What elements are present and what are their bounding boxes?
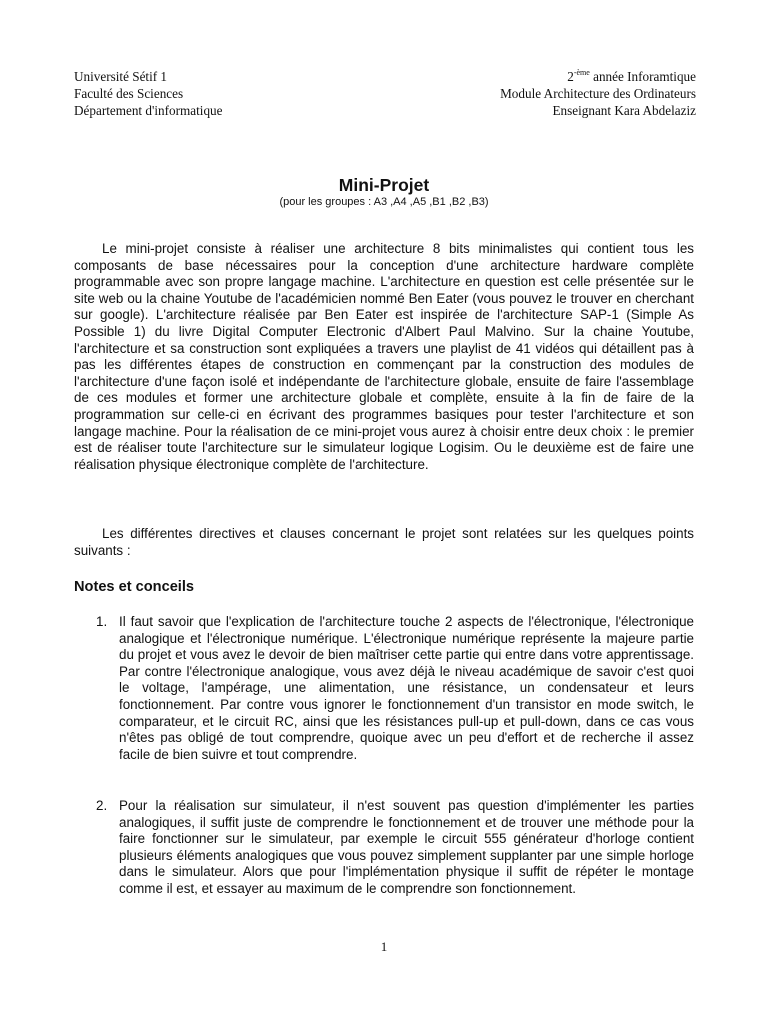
numbered-list-item-1 <box>74 614 694 763</box>
section-title-notes: Notes et conceils <box>74 579 195 595</box>
directives-paragraph-text: Les différentes directives et clauses concernant le projet sont relatées sur les quelques points suivants : <box>74 526 694 558</box>
header-institution <box>74 68 222 119</box>
directives-paragraph <box>74 526 694 559</box>
header-year-number: 2 <box>567 69 574 84</box>
header-department: Département d'informatique <box>74 103 223 118</box>
page-number: 1 <box>380 939 388 954</box>
list-item-text: Pour la réalisation sur simulateur, il n'est souvent pas question d'implémenter les parties analogiques, il suffit juste de comprendre le fonctionnement et de trouver une méthode pour la faire fonctionner sur le simulateur, par exemple le circuit 555 générateur d'horloge contient plusieurs éléments analogiques que vous pouvez simplement supplanter par une simple horloge dans le simulateur. Alors que pour l'implémentation physique il suffit de répéter le montage comme il est, et essayer au maximum de le comprendre son fonctionnement. <box>119 798 694 896</box>
header-year <box>500 68 696 85</box>
document-header <box>74 68 696 122</box>
list-item <box>74 798 694 898</box>
header-university: Université Sétif 1 <box>74 69 168 84</box>
numbered-list-item-2 <box>74 798 694 898</box>
list-item-number: 1. <box>96 614 108 629</box>
list-item-text: Il faut savoir que l'explication de l'architecture touche 2 aspects de l'électronique, l'électronique analogique et l'électronique numérique. L'électronique numérique représente la majeure partie du projet et vous avez le devoir de bien maîtriser cette partie qui entre dans votre apprentissage. Par contre l'électronique analogique, vous avez déjà le niveau académique de savoir c'est quoi le voltage, l'ampérage, une alimentation, une résistance, un condensateur et leurs fonctionnement. Par contre vous ignorer le fonctionnement d'un transistor en mode switch, le comparateur, et le circuit RC, ainsi que les résistances pull-up et pull-down, dans ce cas vous n'êtes pas obligé de tout comprendre, quoique avec un peu d'effort et de recherche il assez facile de bien suivre et tout comprendre. <box>119 614 694 762</box>
header-year-suffix: -ème <box>573 68 590 77</box>
header-course-info <box>500 68 696 119</box>
intro-paragraph <box>74 241 694 473</box>
header-teacher: Enseignant Kara Abdelaziz <box>552 103 696 118</box>
header-faculty: Faculté des Sciences <box>74 86 184 101</box>
list-item-number: 2. <box>96 798 108 813</box>
header-year-label: année Inforamtique <box>589 69 696 84</box>
intro-paragraph-text: Le mini-projet consiste à réaliser une architecture 8 bits minimalistes qui contient tous les composants de base nécessaires pour la conception d'une architecture hardware complète programmable avec son propre langage machine. L'architecture en question est celle présentée sur le site web ou la chaine Youtube de l'académicien nommé Ben Eater (vous pouvez le trouver en cherchant sur google). L'architecture réalisée par Ben Eater est inspirée de l'architecture SAP-1 (Simple As Possible 1) du livre Digital Computer Electronic d'Albert Paul Malvino. Sur la chaine Youtube, l'architecture et sa construction sont expliquées a travers une playlist de 41 vidéos qui détaillent pas à pas les différentes étapes de construction en commençant par la construction des modules de l'architecture d'une façon isolé et indépendante de l'architecture globale, ensuite de faire l'assemblage de ces modules et former une architecture globale et complète, ensuite à la fin de faire de la programmation sur celle-ci en écrivant des programmes basiques pour tester l'architecture et son langage machine. Pour la réalisation de ce mini-projet vous aurez à choisir entre deux choix : le premier est de réaliser toute l'architecture sur le simulateur logique Logisim. Ou le deuxième est de faire une réalisation physique électronique complète de l'architecture. <box>74 241 694 472</box>
list-item <box>74 614 694 763</box>
header-module: Module Architecture des Ordinateurs <box>500 86 696 101</box>
document-title: Mini-Projet <box>338 175 430 195</box>
document-subtitle: (pour les groupes : A3 ,A4 ,A5 ,B1 ,B2 ,B3) <box>279 196 489 208</box>
